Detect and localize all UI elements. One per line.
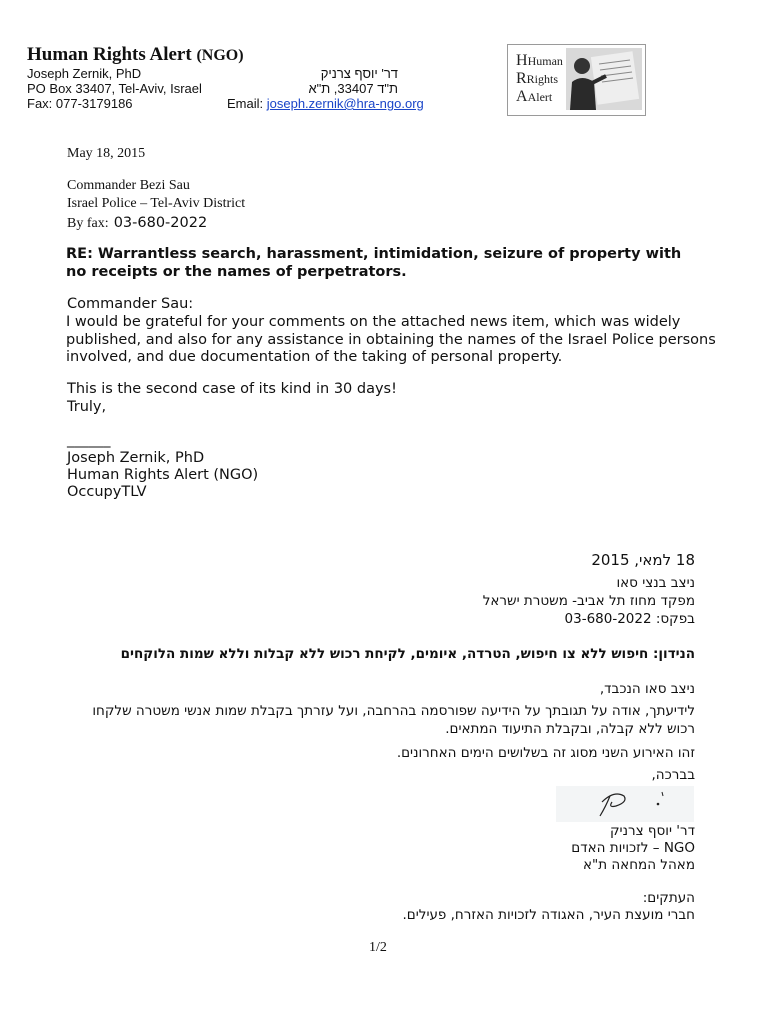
he-closing: בברכה, xyxy=(651,767,695,783)
org-title: Human Rights Alert (NGO) xyxy=(27,44,244,65)
he-recipient-name: ניצב בנצי סאו xyxy=(616,575,695,591)
signature-name: Joseph Zernik, PhD xyxy=(67,450,205,466)
header-email xyxy=(227,96,424,111)
he-recipient-org: מפקד מחוז תל אביב- משטרת ישראל xyxy=(482,593,695,609)
he-salutation: ניצב סאו הנכבד, xyxy=(599,681,695,697)
recipient-org: Israel Police – Tel-Aviv District xyxy=(67,196,246,211)
letter-date: May 18, 2015 xyxy=(67,146,146,161)
he-cc-list: חברי מועצת העיר, האגודה לזכויות האזרח, פעילים. xyxy=(402,907,695,923)
header-address-he: ת"ד 33407, ת"א xyxy=(308,81,398,96)
header-fax: Fax: 077-3179186 xyxy=(27,96,133,111)
he-signature-group: מאהל המחאה ת"א xyxy=(582,857,695,873)
he-second-case-note: זהו האירוע השני מסוג זה בשלושים הימים האחרונים. xyxy=(396,745,695,761)
subject-line: RE: Warrantless search, harassment, intimidation, seizure of property with no receipts or the names of perpetrators. xyxy=(66,246,682,280)
he-letter-date: 18 למאי, 2015 xyxy=(591,551,695,569)
recipient-fax: By fax: 03-680-2022 xyxy=(67,215,208,231)
letter-body: I would be grateful for your comments on the attached news item, which was widely published, and also for any assistance in obtaining the names of the Israel Police persons involved, and due documentation of the taking of personal property. xyxy=(66,314,716,365)
page-number: 1/2 xyxy=(369,940,387,955)
header-name-en: Joseph Zernik, PhD xyxy=(27,66,142,81)
second-case-note: This is the second case of its kind in 30 days! xyxy=(67,381,397,397)
email-label: Email: xyxy=(227,96,264,111)
signature-org: Human Rights Alert (NGO) xyxy=(67,467,259,483)
he-letter-body: לידיעתך, אודה על תגובתך על הידיעה שפורסמה בהרחבה, ועל עזרתך בקבלת שמות אנשי משטרה שלקחו רכוש ללא קבלה, ובקבלת התיעוד המתאים. xyxy=(92,703,695,737)
signature-line: ______ xyxy=(67,432,111,448)
he-recipient-fax: בפקס: 03-680-2022 xyxy=(564,611,695,627)
org-logo xyxy=(507,44,646,116)
salutation: Commander Sau: xyxy=(67,296,194,312)
closing: Truly, xyxy=(67,399,107,415)
recipient-name: Commander Bezi Sau xyxy=(67,178,190,193)
logo-photo-icon xyxy=(566,48,642,110)
he-signature-name: דר' יוסף צרניק xyxy=(609,823,695,839)
handwritten-signature xyxy=(556,786,694,822)
he-signature-org: NGO – לזכויות האדם xyxy=(571,840,695,856)
email-link[interactable]: joseph.zernik@hra-ngo.org xyxy=(266,96,424,111)
header-name-he: דר' יוסף צרניק xyxy=(320,66,398,81)
signature-group: OccupyTLV xyxy=(67,484,147,500)
logo-wordmark: HHuman RRights AAlert xyxy=(516,52,563,105)
header-address-en: PO Box 33407, Tel-Aviv, Israel xyxy=(27,81,202,96)
he-subject-line: הנידון: חיפוש ללא צו חיפוש, הטרדה, איומים, לקיחת רכוש ללא קבלות וללא שמות הלוקחים xyxy=(120,646,695,662)
signature-scribble-icon xyxy=(556,786,694,822)
he-cc-label: העתקים: xyxy=(642,890,695,906)
